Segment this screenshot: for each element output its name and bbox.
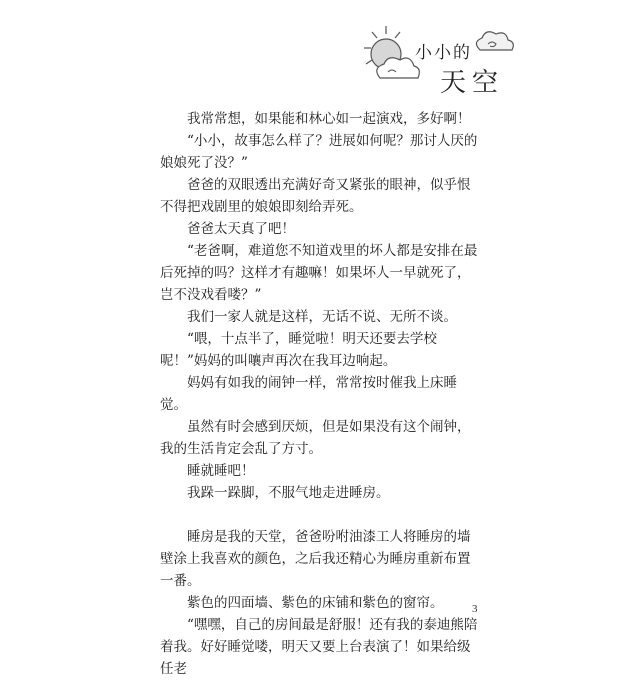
cloud-icon [476, 32, 513, 50]
paragraph: 爸爸太天真了吧！ [187, 221, 295, 237]
paragraph: 我们一家人就是这样，无话不说、无所不谈。 [187, 309, 457, 325]
paragraph: “嘿嘿，自己的房间最是舒服！还有我的泰迪熊陪着我。好好睡觉喽，明天又要上台表演了！如果给级任老 [160, 617, 478, 677]
paragraph: 爸爸的双眼透出充满好奇又紧张的眼神，似乎恨不得把戏剧里的娘娘即刻给弄死。 [160, 177, 471, 215]
paragraph: “老爸啊，难道您不知道戏里的坏人都是安排在最后死掉的吗？这样才有趣嘛！如果坏人一早就死了，岂不没戏看喽？” [160, 243, 478, 303]
page-header [360, 20, 630, 100]
paragraph: “喂，十点半了，睡觉啦！明天还要去学校呢！”妈妈的叫嚷声再次在我耳边响起。 [160, 331, 437, 369]
paragraph: 睡就睡吧！ [187, 463, 255, 479]
header-title-line1: 小小的 [415, 43, 472, 63]
paragraph: “小小，故事怎么样了？进展如何呢？那讨人厌的娘娘死了没？” [160, 133, 478, 171]
paragraph: 我常常想，如果能和林心如一起演戏，多好啊！ [187, 111, 471, 127]
page-number: 3 [472, 603, 478, 615]
paragraph: 虽然有时会感到厌烦，但是如果没有这个闹钟，我的生活肯定会乱了方寸。 [160, 419, 471, 457]
header-title-line2: 天空 [440, 68, 505, 98]
paragraph: 紫色的四面墙、紫色的床铺和紫色的窗帘。 [187, 595, 444, 611]
paragraph: 妈妈有如我的闹钟一样，常常按时催我上床睡觉。 [160, 375, 457, 413]
body-text [160, 108, 480, 680]
paragraph: 睡房是我的天堂，爸爸吩咐油漆工人将睡房的墙壁涂上我喜欢的颜色，之后我还精心为睡房重新布置一番。 [160, 529, 471, 589]
paragraph: 我跺一跺脚，不服气地走进睡房。 [187, 485, 390, 501]
